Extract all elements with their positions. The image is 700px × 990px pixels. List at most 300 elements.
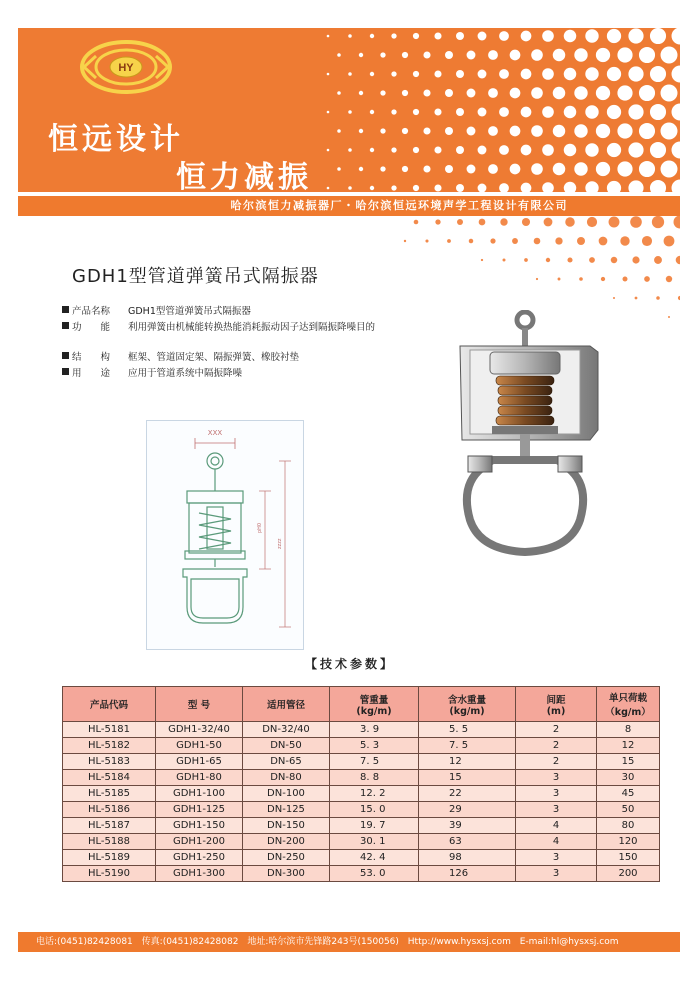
table-cell: 120 (597, 834, 660, 850)
table-cell: 3 (516, 802, 597, 818)
company-bar (18, 196, 680, 216)
decorative-dot (445, 165, 453, 173)
decorative-dot (380, 90, 385, 95)
table-cell: 150 (597, 850, 660, 866)
table-cell: 2 (516, 722, 597, 738)
decorative-dot (672, 104, 681, 121)
col-header-code: 产品代码 (63, 687, 156, 722)
table-cell: DN-32/40 (243, 722, 330, 738)
decorative-dot (531, 87, 543, 99)
col-header-load: 单只荷载 （kg/m） (597, 687, 660, 722)
decorative-dot (391, 33, 396, 38)
decorative-dot (674, 216, 681, 229)
decorative-dot (536, 278, 538, 280)
table-cell: GDH1-100 (156, 786, 243, 802)
table-cell: 8 (597, 722, 660, 738)
table-cell: 7. 5 (330, 754, 419, 770)
decorative-dot (639, 161, 655, 177)
table-cell: DN-100 (243, 786, 330, 802)
decorative-dot (596, 48, 610, 62)
decorative-dot (521, 145, 532, 156)
info-key: 用 途 (72, 368, 111, 379)
decorative-dot (630, 216, 642, 228)
decorative-dot (457, 219, 463, 225)
decorative-dot (467, 51, 476, 60)
dot-pattern (320, 28, 680, 192)
decorative-dot (402, 166, 408, 172)
decorative-dot (652, 216, 664, 228)
table-cell: HL-5183 (63, 754, 156, 770)
decorative-dot (553, 87, 566, 100)
decorative-dot (337, 53, 341, 57)
bullet-square-icon (62, 352, 69, 359)
decorative-dot (510, 50, 521, 61)
decorative-dot (587, 217, 597, 227)
decorative-dot (414, 220, 419, 225)
decorative-dot (574, 162, 587, 175)
decorative-dot (413, 147, 419, 153)
decorative-dot (564, 68, 577, 81)
decorative-dot (348, 186, 352, 190)
table-cell: 22 (419, 786, 516, 802)
decorative-dot (579, 277, 583, 281)
table-cell: DN-125 (243, 802, 330, 818)
decorative-dot (488, 126, 498, 136)
decorative-dot (650, 66, 666, 82)
decorative-dot (435, 219, 440, 224)
decorative-dot (456, 70, 464, 78)
table-cell: HL-5189 (63, 850, 156, 866)
info-value: 应用于管道系统中隔振降噪 (128, 368, 243, 379)
table-cell: 42. 4 (330, 850, 419, 866)
header-title-line1: 恒远设计 (48, 122, 184, 157)
tech-params-table (62, 686, 660, 882)
decorative-dot (402, 52, 408, 58)
decorative-dot (623, 277, 628, 282)
table-cell: 5. 5 (419, 722, 516, 738)
decorative-dot (607, 105, 621, 119)
decorative-dot (423, 127, 430, 134)
table-cell: GDH1-200 (156, 834, 243, 850)
table-cell: GDH1-32/40 (156, 722, 243, 738)
decorative-dot (661, 47, 678, 64)
decorative-dot (348, 148, 352, 152)
table-row (63, 834, 660, 850)
dimension-label-h1: pH0 (257, 522, 263, 533)
decorative-dot (478, 32, 487, 41)
decorative-dot (531, 163, 543, 175)
table-cell: GDH1-150 (156, 818, 243, 834)
decorative-dot (628, 66, 643, 81)
table-cell: GDH1-300 (156, 866, 243, 882)
decorative-dot (380, 52, 385, 57)
decorative-dot (585, 29, 598, 42)
company-logo (78, 38, 174, 96)
table-cell: 8. 8 (330, 770, 419, 786)
decorative-dot (370, 72, 374, 76)
decorative-dot (585, 105, 598, 118)
decorative-dot (391, 147, 396, 152)
technical-drawing (146, 420, 304, 650)
info-key: 结 构 (72, 352, 111, 363)
decorative-dot (456, 146, 464, 154)
decorative-dot (359, 53, 363, 57)
decorative-dot (639, 123, 655, 139)
table-cell: DN-250 (243, 850, 330, 866)
table-cell: 3 (516, 866, 597, 882)
col-header-spacing: 间距 (m) (516, 687, 597, 722)
company-names: 哈尔滨恒力减振器厂・哈尔滨恒远环境声学工程设计有限公司 (230, 199, 568, 212)
table-cell: HL-5182 (63, 738, 156, 754)
decorative-dot (553, 49, 566, 62)
table-cell: GDH1-65 (156, 754, 243, 770)
table-cell: 12 (419, 754, 516, 770)
decorative-dot (650, 180, 666, 192)
decorative-dot (668, 316, 670, 318)
table-cell: HL-5188 (63, 834, 156, 850)
decorative-dot (628, 28, 643, 43)
footer-contact-bar (18, 932, 680, 952)
decorative-dot (445, 51, 453, 59)
table-cell: DN-200 (243, 834, 330, 850)
decorative-dot (488, 50, 498, 60)
decorative-dot (613, 297, 615, 299)
decorative-dot (380, 128, 385, 133)
table-cell: 12 (597, 738, 660, 754)
decorative-dot (558, 278, 561, 281)
decorative-dot (481, 259, 483, 261)
decorative-dot (348, 34, 352, 38)
info-key: 功 能 (72, 322, 111, 333)
decorative-dot (521, 107, 532, 118)
footer-email[interactable]: E-mail:hl@hysxsj.com (519, 937, 619, 947)
decorative-dot (661, 123, 678, 140)
decorative-dot (327, 149, 330, 152)
table-cell: 53. 0 (330, 866, 419, 882)
decorative-dot (617, 123, 632, 138)
decorative-dot (348, 72, 352, 76)
table-cell: GDH1-250 (156, 850, 243, 866)
info-row-function (62, 321, 376, 351)
table-cell: GDH1-50 (156, 738, 243, 754)
decorative-dot (413, 185, 419, 191)
decorative-dot (423, 51, 430, 58)
decorative-dot (531, 49, 543, 61)
decorative-dot (456, 184, 464, 192)
table-row (63, 770, 660, 786)
decorative-dot (447, 239, 451, 243)
decorative-dot (337, 167, 341, 171)
decorative-dot (564, 182, 577, 192)
table-cell: 4 (516, 834, 597, 850)
decorative-dot (434, 70, 441, 77)
decorative-dot (467, 165, 476, 174)
decorative-dot (639, 85, 655, 101)
decorative-dot (512, 238, 518, 244)
table-cell: 45 (597, 786, 660, 802)
decorative-dot (628, 142, 643, 157)
decorative-dot (488, 164, 498, 174)
decorative-dot (644, 276, 650, 282)
table-cell: 80 (597, 818, 660, 834)
table-cell: 2 (516, 754, 597, 770)
tech-params-title: 【技术参数】 (304, 657, 395, 671)
table-row (63, 722, 660, 738)
decorative-dot (499, 69, 509, 79)
table-cell: 7. 5 (419, 738, 516, 754)
decorative-dot (661, 161, 678, 178)
decorative-dot (348, 110, 352, 114)
decorative-dot (666, 276, 672, 282)
decorative-dot (607, 67, 621, 81)
decorative-dot (423, 165, 430, 172)
decorative-dot (656, 296, 660, 300)
decorative-dot (478, 184, 487, 192)
decorative-dot (499, 183, 509, 192)
decorative-dot (499, 107, 509, 117)
decorative-dot (650, 28, 666, 44)
decorative-dot (370, 186, 374, 190)
decorative-dot (672, 142, 681, 159)
info-key: 产品名称 (72, 306, 111, 317)
decorative-dot (359, 91, 363, 95)
logo-text: HY (118, 62, 134, 74)
table-cell: 39 (419, 818, 516, 834)
product-photo (440, 310, 610, 570)
decorative-dot (589, 257, 595, 263)
footer-phone: 电话:(0451)82428081 (36, 937, 133, 947)
table-cell: HL-5185 (63, 786, 156, 802)
info-value: 利用弹簧由机械能转换热能消耗振动因子达到隔振降噪目的 (128, 322, 376, 333)
decorative-dot (620, 236, 629, 245)
decorative-dot (434, 184, 441, 191)
decorative-dot (632, 256, 639, 263)
decorative-dot (524, 258, 528, 262)
decorative-dot (337, 129, 341, 133)
decorative-dot (510, 126, 521, 137)
col-header-model: 型 号 (156, 687, 243, 722)
decorative-dot (413, 33, 419, 39)
col-header-water-weight: 含水重量 (kg/m) (419, 687, 516, 722)
table-cell: HL-5181 (63, 722, 156, 738)
table-cell: 5. 3 (330, 738, 419, 754)
info-row-structure (62, 351, 300, 367)
decorative-dot (521, 69, 532, 80)
table-cell: 2 (516, 738, 597, 754)
table-body (63, 722, 660, 882)
decorative-dot (456, 108, 464, 116)
decorative-dot (565, 217, 575, 227)
decorative-dot (601, 277, 605, 281)
table-cell: 15 (419, 770, 516, 786)
decorative-dot (521, 183, 532, 192)
footer-address: 地址:哈尔滨市先锋路243号(150056) (247, 937, 399, 947)
decorative-dot (650, 142, 666, 158)
decorative-dot (564, 106, 577, 119)
decorative-dot (553, 163, 566, 176)
decorative-dot (391, 109, 396, 114)
decorative-dot (564, 30, 577, 43)
decorative-dot (359, 167, 363, 171)
decorative-dot (456, 32, 464, 40)
table-cell: HL-5184 (63, 770, 156, 786)
decorative-dot (534, 238, 541, 245)
table-cell: HL-5190 (63, 866, 156, 882)
decorative-dot (510, 164, 521, 175)
decorative-dot (521, 31, 532, 42)
decorative-dot (542, 144, 554, 156)
decorative-dot (327, 187, 330, 190)
bullet-square-icon (62, 306, 69, 313)
table-cell: 30 (597, 770, 660, 786)
decorative-dot (503, 259, 506, 262)
decorative-dot (370, 34, 374, 38)
table-row (63, 818, 660, 834)
decorative-dot (542, 30, 554, 42)
decorative-dot (467, 127, 476, 136)
footer-fax: 传真:(0451)82428082 (141, 937, 239, 947)
table-cell: 30. 1 (330, 834, 419, 850)
decorative-dot (445, 89, 453, 97)
decorative-dot (642, 236, 652, 246)
decorative-dot (370, 110, 374, 114)
decorative-dot (359, 129, 363, 133)
decorative-dot (596, 86, 610, 100)
decorative-dot (661, 85, 678, 102)
decorative-dot (391, 71, 396, 76)
table-cell: 15 (597, 754, 660, 770)
decorative-dot (370, 148, 374, 152)
decorative-dot (672, 28, 681, 45)
col-header-pipe-weight: 管重量 (kg/m) (330, 687, 419, 722)
decorative-dot (479, 219, 486, 226)
info-value: GDH1型管道弹簧吊式隔振器 (128, 306, 251, 317)
product-title: GDH1型管道弹簧吊式隔振器 (72, 266, 319, 287)
table-header-row (63, 687, 660, 722)
decorative-dot (499, 31, 509, 41)
decorative-dot (672, 66, 681, 83)
decorative-dot (611, 257, 618, 264)
table-cell: 50 (597, 802, 660, 818)
decorative-dot (327, 111, 330, 114)
decorative-dot (585, 143, 598, 156)
bullet-square-icon (62, 368, 69, 375)
decorative-dot (434, 32, 441, 39)
decorative-dot (617, 85, 632, 100)
decorative-dot (434, 146, 441, 153)
table-cell: 15. 0 (330, 802, 419, 818)
col-header-pipe-size: 适用管径 (243, 687, 330, 722)
decorative-dot (672, 180, 681, 193)
footer-website[interactable]: Http://www.hysxsj.com (407, 937, 511, 947)
decorative-dot (391, 185, 396, 190)
table-cell: HL-5187 (63, 818, 156, 834)
table-cell: DN-65 (243, 754, 330, 770)
decorative-dot (564, 144, 577, 157)
decorative-dot (488, 88, 498, 98)
decorative-dot (542, 106, 554, 118)
decorative-dot (423, 89, 430, 96)
decorative-dot (607, 143, 621, 157)
decorative-dot (676, 256, 680, 265)
decorative-dot (413, 109, 419, 115)
decorative-dot (596, 162, 610, 176)
info-row-name (62, 305, 251, 321)
decorative-dot (467, 89, 476, 98)
decorative-dot (639, 47, 655, 63)
decorative-dot (478, 146, 487, 155)
decorative-dot (635, 297, 638, 300)
decorative-dot (574, 86, 587, 99)
table-cell: DN-50 (243, 738, 330, 754)
decorative-dot (445, 127, 453, 135)
decorative-dot (413, 71, 419, 77)
decorative-dot (327, 73, 330, 76)
decorative-dot (544, 218, 553, 227)
decorative-dot (555, 237, 562, 244)
table-cell: 126 (419, 866, 516, 882)
decorative-dot (546, 258, 550, 262)
decorative-dot (609, 217, 620, 228)
decorative-dot (478, 70, 487, 79)
header-title-line2: 恒力减振 (176, 160, 312, 192)
info-row-usage (62, 367, 243, 383)
decorative-dot (499, 145, 509, 155)
decorative-dot (678, 296, 680, 300)
table-cell: DN-80 (243, 770, 330, 786)
decorative-dot (404, 240, 406, 242)
decorative-dot (617, 47, 632, 62)
table-cell: GDH1-125 (156, 802, 243, 818)
bullet-square-icon (62, 322, 69, 329)
table-cell: 200 (597, 866, 660, 882)
table-cell: DN-150 (243, 818, 330, 834)
table-cell: 63 (419, 834, 516, 850)
decorative-dot (490, 238, 495, 243)
decorative-dot (478, 108, 487, 117)
decorative-dot (327, 35, 330, 38)
decorative-dot (434, 108, 441, 115)
decorative-dot (542, 68, 554, 80)
table-row (63, 786, 660, 802)
table-row (63, 754, 660, 770)
decorative-dot (650, 104, 666, 120)
decorative-dot (628, 180, 643, 192)
decorative-dot (553, 125, 566, 138)
decorative-dot (585, 67, 598, 80)
decorative-dot (531, 125, 543, 137)
decorative-dot (599, 237, 608, 246)
table-row (63, 738, 660, 754)
dimension-label-width: XXX (207, 429, 223, 437)
decorative-dot (596, 124, 610, 138)
decorative-dot (607, 181, 621, 192)
table-row (63, 866, 660, 882)
decorative-dot (522, 218, 530, 226)
table-cell: 29 (419, 802, 516, 818)
decorative-dot (542, 182, 554, 192)
dimension-label-h2: zzzz (277, 538, 283, 549)
table-cell: GDH1-80 (156, 770, 243, 786)
table-row (63, 802, 660, 818)
info-value: 框架、管道固定架、隔振弹簧、橡胶衬垫 (128, 352, 300, 363)
decorative-dot (617, 161, 632, 176)
table-cell: 98 (419, 850, 516, 866)
drawing-svg (147, 421, 303, 649)
table-cell: 3. 9 (330, 722, 419, 738)
decorative-dot (500, 218, 507, 225)
decorative-dot (567, 257, 572, 262)
